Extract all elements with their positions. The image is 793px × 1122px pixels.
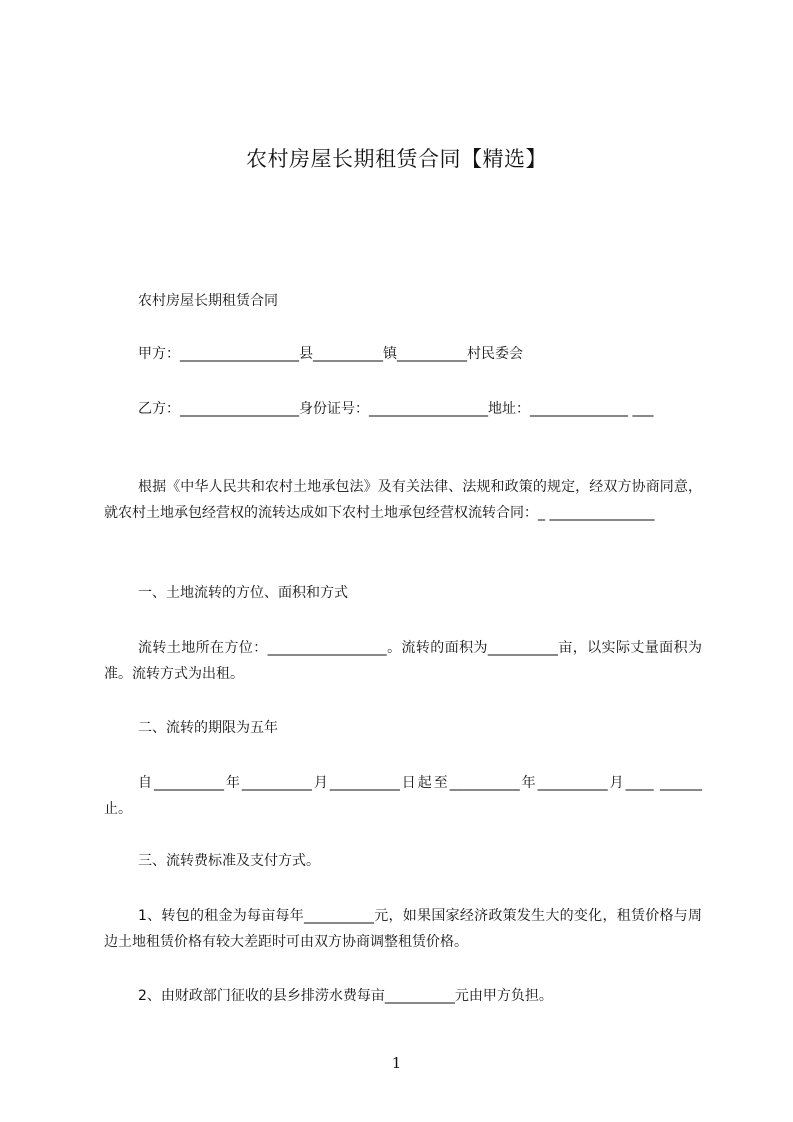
section3-heading: 三、流转费标准及支付方式。 [138,853,320,869]
section1-paragraph: 流转土地所在方位：_________________。流转的面积为__________亩，以实际丈量面积为准。流转方式为出租。 [104,640,702,682]
party-b-line: 乙方：_________________身份证号：_________________地址：______________ ___ [138,401,654,417]
section1-heading: 一、土地流转的方位、面积和方式 [138,585,348,601]
section2-heading: 二、流转的期限为五年 [138,720,278,736]
section3-item1: 1、转包的租金为每亩每年__________元，如果国家经济政策发生大的变化，租赁价格与周边土地租赁价格有较大差距时可由双方协商调整租赁价格。 [104,908,702,950]
contract-subtitle: 农村房屋长期租赁合同 [138,293,278,309]
party-a-line: 甲方：_________________县__________镇__________村民委会 [138,346,523,362]
section3-item2: 2、由财政部门征收的县乡排涝水费每亩__________元由甲方负担。 [138,988,553,1004]
document-title: 农村房屋长期租赁合同【精选】 [246,147,547,171]
preamble-paragraph: 根据《中华人民共和农村土地承包法》及有关法律、法规和政策的规定，经双方协商同意，就农村土地承包经营权的流转达成如下农村土地承包经营权流转合同：_ _______________ [104,479,702,521]
section2-paragraph: 自__________年__________月__________日起至__________年__________月____ ______止。 [104,775,702,817]
page-number: 1 [391,1054,402,1072]
